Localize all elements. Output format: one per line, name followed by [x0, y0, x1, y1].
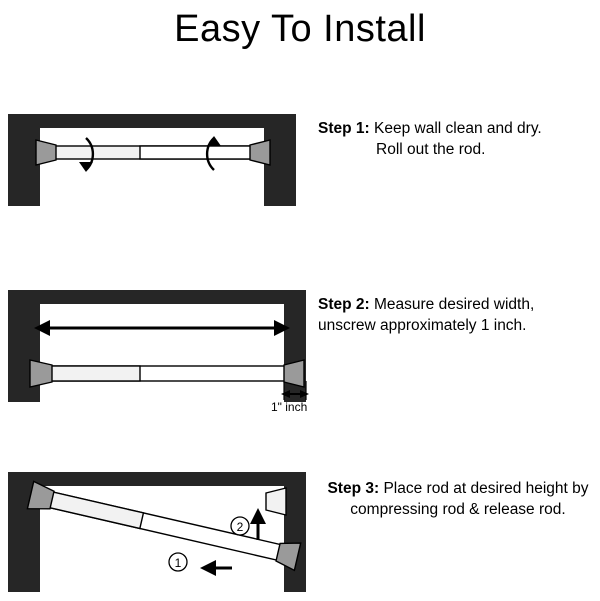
step-2-block [0, 282, 600, 442]
step-1-line-1: Keep wall clean and dry. [374, 120, 542, 137]
page-title: Easy To Install [174, 8, 426, 50]
step-3-label: Step 3: [327, 480, 380, 497]
step-1-block [0, 100, 600, 210]
step-2-line-2: unscrew approximately 1 inch. [318, 317, 527, 334]
step-3-block [0, 468, 600, 593]
step-3-diagram [0, 468, 310, 596]
step-2-text [318, 294, 598, 336]
step-1-text [318, 118, 598, 160]
step-1-line-2: Roll out the rod. [376, 141, 486, 158]
step-3-text [318, 478, 598, 520]
svg-text:1: 1 [174, 556, 182, 570]
step-1-diagram [0, 100, 310, 210]
step-2-diagram [0, 282, 310, 442]
step-3-line-2: height by compressing rod & [350, 480, 589, 518]
measure-label: 1" inch [271, 400, 308, 414]
step-3-line-3: release rod. [483, 501, 566, 518]
svg-text:2: 2 [236, 520, 244, 534]
step-1-label: Step 1: [318, 120, 370, 137]
step-2-line-1: Measure desired width, [374, 296, 535, 313]
step-3-line-1: Place rod at desired [383, 480, 522, 497]
step-2-label: Step 2: [318, 296, 370, 313]
